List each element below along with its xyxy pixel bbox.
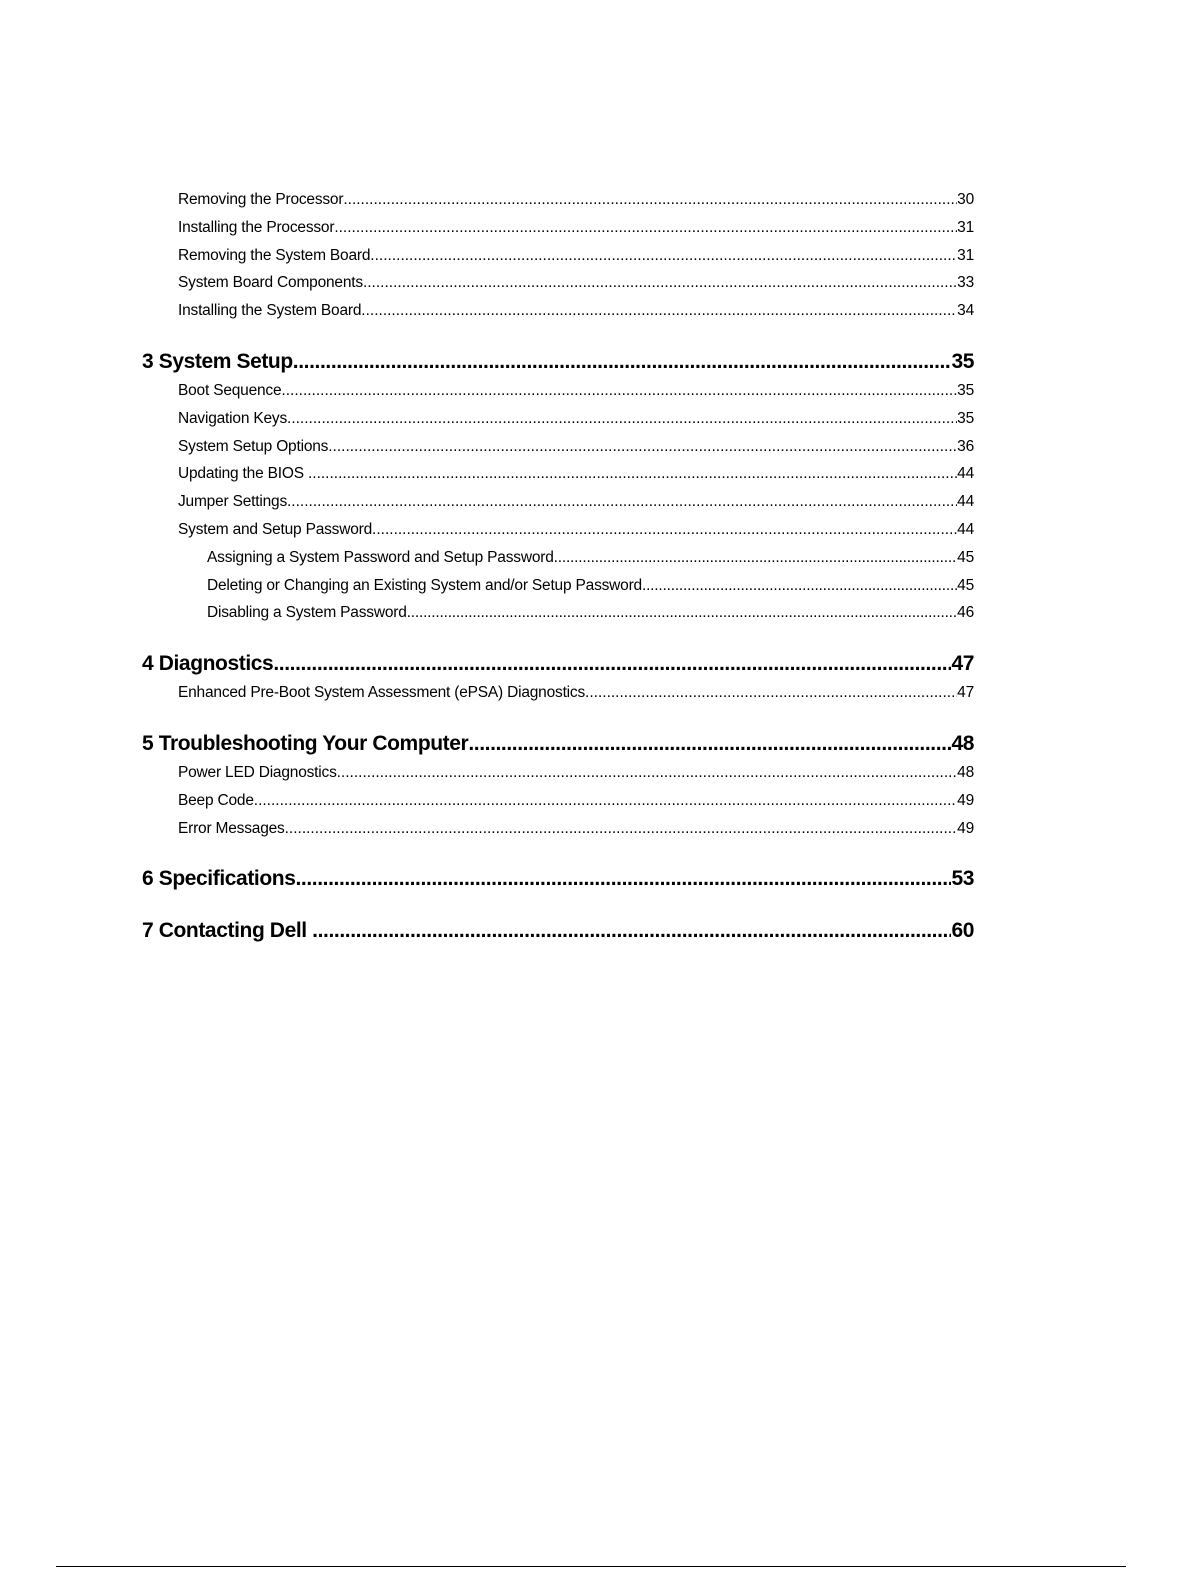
toc-entry-title: Updating the BIOS [178, 465, 308, 483]
toc-entry-power-led-diagnostics[interactable] [142, 759, 974, 787]
dot-leader [328, 433, 957, 461]
toc-entry-title: Installing the System Board [178, 302, 362, 320]
toc-entry-title: Installing the Processor [178, 218, 335, 236]
toc-entry-title: Removing the System Board [178, 246, 371, 264]
toc-entry-title: Deleting or Changing an Existing System and/or Setup Password [207, 576, 642, 594]
toc-entry-title: Navigation Keys [178, 409, 288, 427]
toc-entry-assigning-password[interactable] [142, 544, 974, 572]
dot-leader [337, 759, 958, 787]
toc-entry-page: 33 [957, 274, 974, 292]
toc-entry-title: System Board Components [178, 274, 363, 292]
dot-leader [363, 269, 957, 297]
toc-entry-epsa-diagnostics[interactable] [142, 679, 974, 707]
toc-entry-title: Removing the Processor [178, 191, 344, 208]
toc-chapter-page: 48 [951, 731, 974, 755]
dot-leader [585, 679, 957, 707]
dot-leader [254, 787, 957, 815]
toc-entry-page: 46 [957, 604, 974, 622]
dot-leader [370, 242, 957, 270]
dot-leader [287, 405, 957, 433]
toc-chapter-troubleshooting[interactable] [142, 729, 974, 759]
toc-entry-title: System and Setup Password [178, 520, 373, 538]
toc-entry-page: 30 [957, 191, 974, 208]
toc-entry-page: 49 [957, 819, 974, 837]
dot-leader [285, 815, 958, 843]
toc-chapter-title: 6 Specifications [142, 867, 296, 891]
toc-entry-beep-code[interactable] [142, 787, 974, 815]
dot-leader [287, 488, 957, 516]
dot-leader [273, 649, 951, 679]
toc-chapter-system-setup[interactable] [142, 347, 974, 377]
toc-entry-page: 44 [957, 493, 974, 511]
toc-entry-installing-system-board[interactable] [142, 297, 974, 325]
toc-chapter-contacting-dell[interactable] [142, 916, 974, 946]
toc-entry-navigation-keys[interactable] [142, 405, 974, 433]
toc-entry-updating-bios[interactable] [142, 460, 974, 488]
toc-entry-title: Power LED Diagnostics [178, 763, 337, 781]
toc-entry-page: 44 [957, 520, 974, 538]
dot-leader [281, 377, 957, 405]
toc-entry-page: 36 [957, 437, 974, 455]
dot-leader [296, 864, 952, 894]
toc-entry-title: Error Messages [178, 819, 285, 837]
toc-entry-page: 31 [957, 246, 974, 264]
toc-entry-page: 45 [957, 576, 974, 594]
toc-entry-title: System Setup Options [178, 437, 329, 455]
toc-chapter-title: 7 Contacting Dell [142, 919, 313, 943]
dot-leader [468, 729, 951, 759]
toc-entry-page: 34 [957, 302, 974, 320]
toc-entry-system-and-setup-password[interactable] [142, 516, 974, 544]
toc-entry-page: 45 [957, 548, 974, 566]
toc-chapter-page: 60 [951, 919, 974, 943]
toc-entry-deleting-changing-password[interactable] [142, 572, 974, 600]
toc-entry-page: 31 [957, 218, 974, 236]
toc-entry-removing-system-board[interactable] [142, 242, 974, 270]
dot-leader [372, 516, 957, 544]
toc-entry-installing-processor[interactable] [142, 214, 974, 242]
toc-chapter-title: 4 Diagnostics [142, 652, 274, 676]
table-of-contents [142, 186, 974, 946]
toc-chapter-title: 5 Troubleshooting Your Computer [142, 731, 469, 755]
dot-leader [343, 186, 957, 214]
toc-entry-boot-sequence[interactable] [142, 377, 974, 405]
toc-entry-disabling-password[interactable] [142, 599, 974, 627]
dot-leader [334, 214, 957, 242]
dot-leader [554, 544, 958, 572]
toc-entry-title: Assigning a System Password and Setup Password [207, 548, 554, 566]
toc-entry-system-setup-options[interactable] [142, 433, 974, 461]
toc-entry-title: Jumper Settings [178, 493, 287, 511]
dot-leader [407, 599, 958, 627]
toc-entry-title: Boot Sequence [178, 381, 282, 399]
toc-chapter-title: 3 System Setup [142, 349, 293, 373]
dot-leader [361, 297, 957, 325]
toc-chapter-diagnostics[interactable] [142, 649, 974, 679]
toc-entry-system-board-components[interactable] [142, 269, 974, 297]
toc-chapter-specifications[interactable] [142, 864, 974, 894]
toc-entry-page: 44 [957, 465, 974, 483]
toc-entry-page: 35 [957, 381, 974, 399]
page-bottom-rule [56, 1566, 1126, 1567]
toc-chapter-page: 35 [951, 349, 974, 373]
toc-entry-page: 48 [957, 763, 974, 781]
toc-chapter-page: 53 [951, 867, 974, 891]
toc-entry-title: Disabling a System Password [207, 604, 407, 622]
toc-entry-page: 35 [957, 409, 974, 427]
toc-entry-title: Beep Code [178, 791, 254, 809]
toc-entry-jumper-settings[interactable] [142, 488, 974, 516]
dot-leader [312, 916, 951, 946]
toc-entry-page: 49 [957, 791, 974, 809]
dot-leader [293, 347, 952, 377]
dot-leader [642, 572, 957, 600]
toc-entry-page: 47 [957, 684, 974, 702]
toc-chapter-page: 47 [951, 652, 974, 676]
toc-entry-removing-processor[interactable] [142, 186, 974, 214]
toc-entry-title: Enhanced Pre-Boot System Assessment (ePSA) Diagnostics [178, 684, 586, 702]
toc-entry-error-messages[interactable] [142, 815, 974, 843]
dot-leader [308, 460, 957, 488]
